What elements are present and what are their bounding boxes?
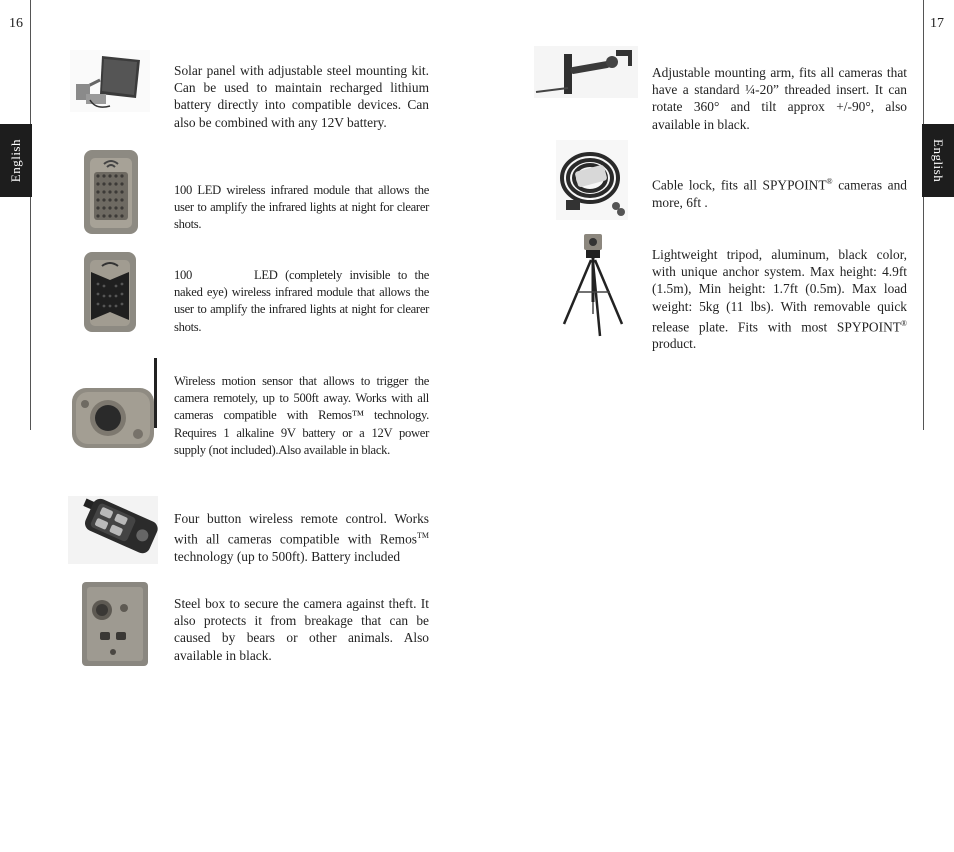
item-description (652, 246, 907, 353)
mounting-arm-icon (534, 46, 638, 98)
item-description-part: LED (completely invisible to the naked eye) wireless infrared module that allows the user to amplify the infrared lights at night for clearer shots. (174, 268, 429, 334)
ir-module-icon (82, 148, 140, 236)
right-margin-rule (923, 0, 924, 430)
item-description: Steel box to secure the camera against theft. It also protects it from breakage that can be caused by bears or other animals. Also available in black. (174, 596, 429, 663)
item-description-part: Cable lock, fits all SPYPOINT (652, 177, 827, 193)
item-description-part: technology (up to 500ft). Battery included (174, 548, 401, 564)
cable-lock-icon (556, 140, 628, 220)
solar-panel-icon (70, 50, 150, 112)
motion-sensor-icon (70, 356, 160, 450)
language-tab-label: English (8, 138, 23, 183)
item-description (652, 173, 907, 211)
language-tab-label: English (931, 138, 946, 183)
item-description-part: Lightweight tripod, aluminum, black color, with unique anchor system. Max height: 4.9ft (1.5m), Min height: 1.7ft (0.5m). Max load weight: 5kg (11 lbs). With removable quick release plate. Fits with most SPYPOINT (652, 247, 907, 335)
item-description-part: product. (652, 336, 697, 352)
left-margin-rule (30, 0, 31, 430)
registered-mark: ® (900, 318, 907, 328)
page-number-right: 17 (930, 16, 944, 31)
item-description: Wireless motion sensor that allows to trigger the camera remotely, up to 500ft away. Works with all cameras compatible with Remos™ technology. Requires 1 alkaline 9V battery or a 12V power supply (not included).Also available in black. (174, 374, 429, 457)
steel-box-icon (80, 580, 150, 668)
remote-control-icon (68, 496, 158, 564)
black-ir-module-icon (82, 250, 138, 334)
language-tab-left (0, 124, 32, 197)
item-description (174, 510, 429, 565)
page-number-left: 16 (9, 16, 23, 31)
item-description: Solar panel with adjustable steel mounting kit. Can be used to maintain recharged lithium battery directly into compatible devices. Can also be combined with any 12V battery. (174, 63, 429, 130)
item-description-part: 100 (174, 268, 192, 282)
language-tab-right (922, 124, 954, 197)
trademark-mark: TM (417, 531, 429, 541)
item-description-part: Four button wireless remote control. Works with all cameras compatible with Remos (174, 511, 429, 547)
item-description (174, 267, 429, 336)
tripod-icon (560, 232, 626, 338)
registered-mark: ® (826, 177, 833, 186)
item-description: 100 LED wireless infrared module that allows the user to amplify the infrared lights at night for clearer shots. (174, 183, 429, 232)
item-description: Adjustable mounting arm, fits all cameras that have a standard ¼-20” threaded insert. It can rotate 360° and tilt approx +/-90°, also available in black. (652, 65, 907, 132)
item-description-part: cameras and more, 6ft . (652, 177, 908, 210)
